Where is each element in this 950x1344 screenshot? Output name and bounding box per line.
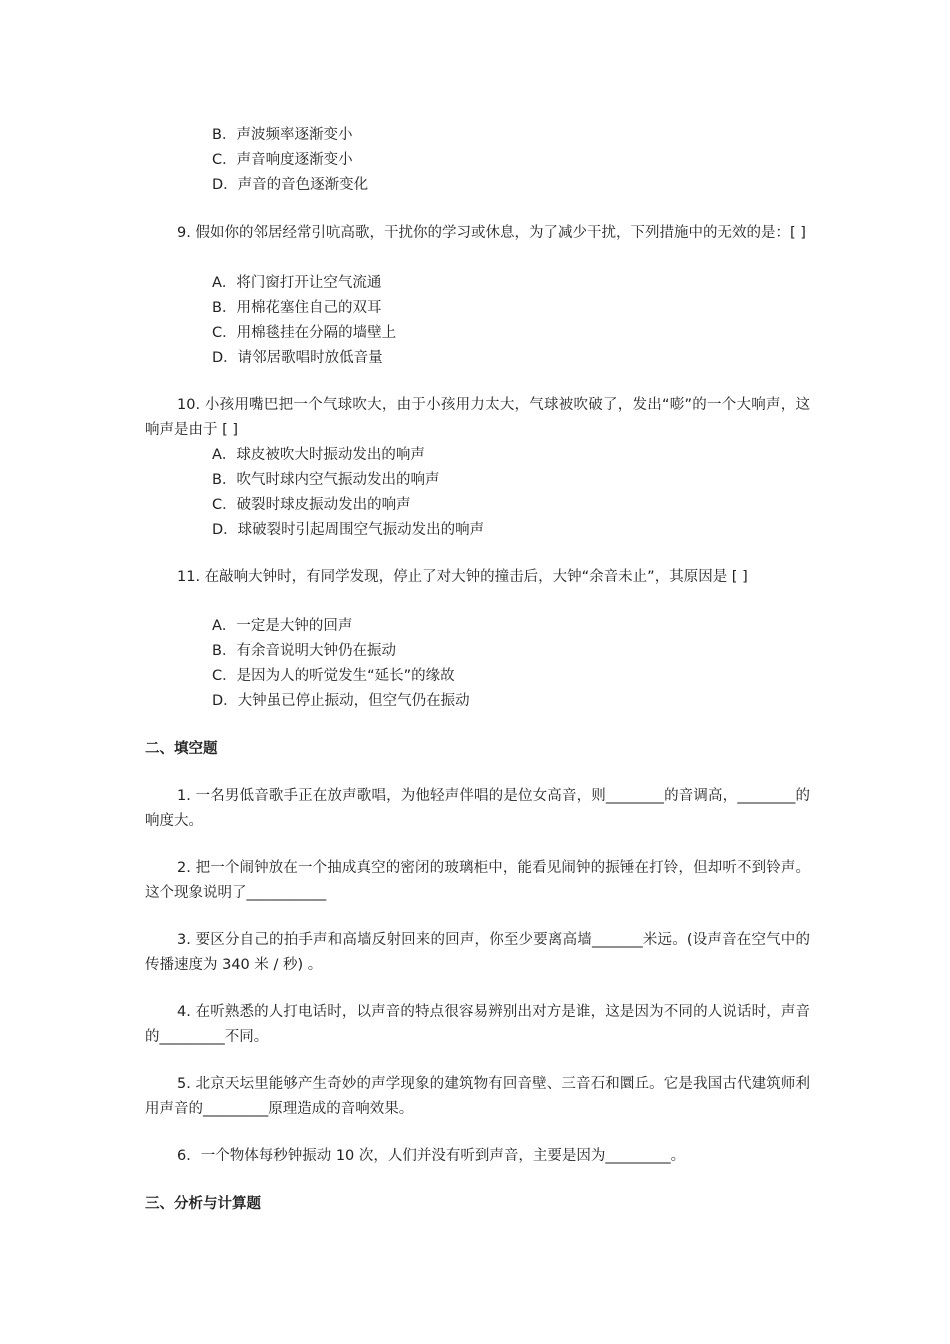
q10-option-d: D．球破裂时引起周围空气振动发出的响声 bbox=[212, 522, 485, 538]
q11-option-c: C．是因为人的听觉发生“延长”的缘故 bbox=[212, 668, 455, 684]
q10-option-a: A．球皮被吹大时振动发出的响声 bbox=[212, 447, 425, 463]
q10-option-c: C．破裂时球皮振动发出的响声 bbox=[212, 497, 411, 513]
fill-question-6: 6．一个物体每秒钟振动 10 次，人们并没有听到声音，主要是因为_________。 bbox=[177, 1148, 686, 1164]
q9-option-a: A．将门窗打开让空气流通 bbox=[212, 275, 382, 291]
question-9: 9. 假如你的邻居经常引吭高歌，干扰你的学习或休息，为了减少干扰，下列措施中的无效的是：[ ] bbox=[177, 225, 806, 241]
fill-question-1: 1. 一名男低音歌手正在放声歌唱，为他轻声伴唱的是位女高音，则________的音调高，________的响度大。 bbox=[145, 788, 810, 829]
question-10: 10. 小孩用嘴巴把一个气球吹大，由于小孩用力太大，气球被吹破了，发出“嘭”的一个大响声，这响声是由于 [ ] bbox=[145, 397, 810, 438]
fill-question-4: 4. 在听熟悉的人打电话时，以声音的特点很容易辨别出对方是谁，这是因为不同的人说话时，声音的_________不同。 bbox=[145, 1004, 810, 1045]
q8-option-c: C．声音响度逐渐变小 bbox=[212, 152, 353, 168]
q11-option-d: D．大钟虽已停止振动，但空气仍在振动 bbox=[212, 693, 470, 709]
section-heading-analysis: 三、分析与计算题 bbox=[145, 1196, 261, 1212]
q9-option-b: B．用棉花塞住自己的双耳 bbox=[212, 300, 382, 316]
q8-option-d: D．声音的音色逐渐变化 bbox=[212, 177, 369, 193]
fill-question-3: 3. 要区分自己的拍手声和高墙反射回来的回声，你至少要离高墙_______米远。(设声音在空气中的传播速度为 340 米 / 秒) 。 bbox=[145, 932, 810, 973]
q9-option-d: D．请邻居歌唱时放低音量 bbox=[212, 350, 383, 366]
fill-question-5: 5. 北京天坛里能够产生奇妙的声学现象的建筑物有回音壁、三音石和圜丘。它是我国古代建筑师利用声音的_________原理造成的音响效果。 bbox=[145, 1076, 810, 1117]
q8-option-b: B．声波频率逐渐变小 bbox=[212, 127, 353, 143]
q11-option-b: B．有余音说明大钟仍在振动 bbox=[212, 643, 396, 659]
q11-option-a: A．一定是大钟的回声 bbox=[212, 618, 353, 634]
section-heading-fill-in: 二、填空题 bbox=[145, 741, 218, 757]
q10-option-b: B．吹气时球内空气振动发出的响声 bbox=[212, 472, 440, 488]
fill-question-2: 2. 把一个闹钟放在一个抽成真空的密闭的玻璃柜中，能看见闹钟的振锤在打铃，但却听不到铃声。这个现象说明了___________ bbox=[145, 860, 810, 901]
q9-option-c: C．用棉毯挂在分隔的墙壁上 bbox=[212, 325, 397, 341]
question-11: 11. 在敲响大钟时，有同学发现，停止了对大钟的撞击后，大钟“余音未止”，其原因是 [ ] bbox=[177, 569, 748, 585]
